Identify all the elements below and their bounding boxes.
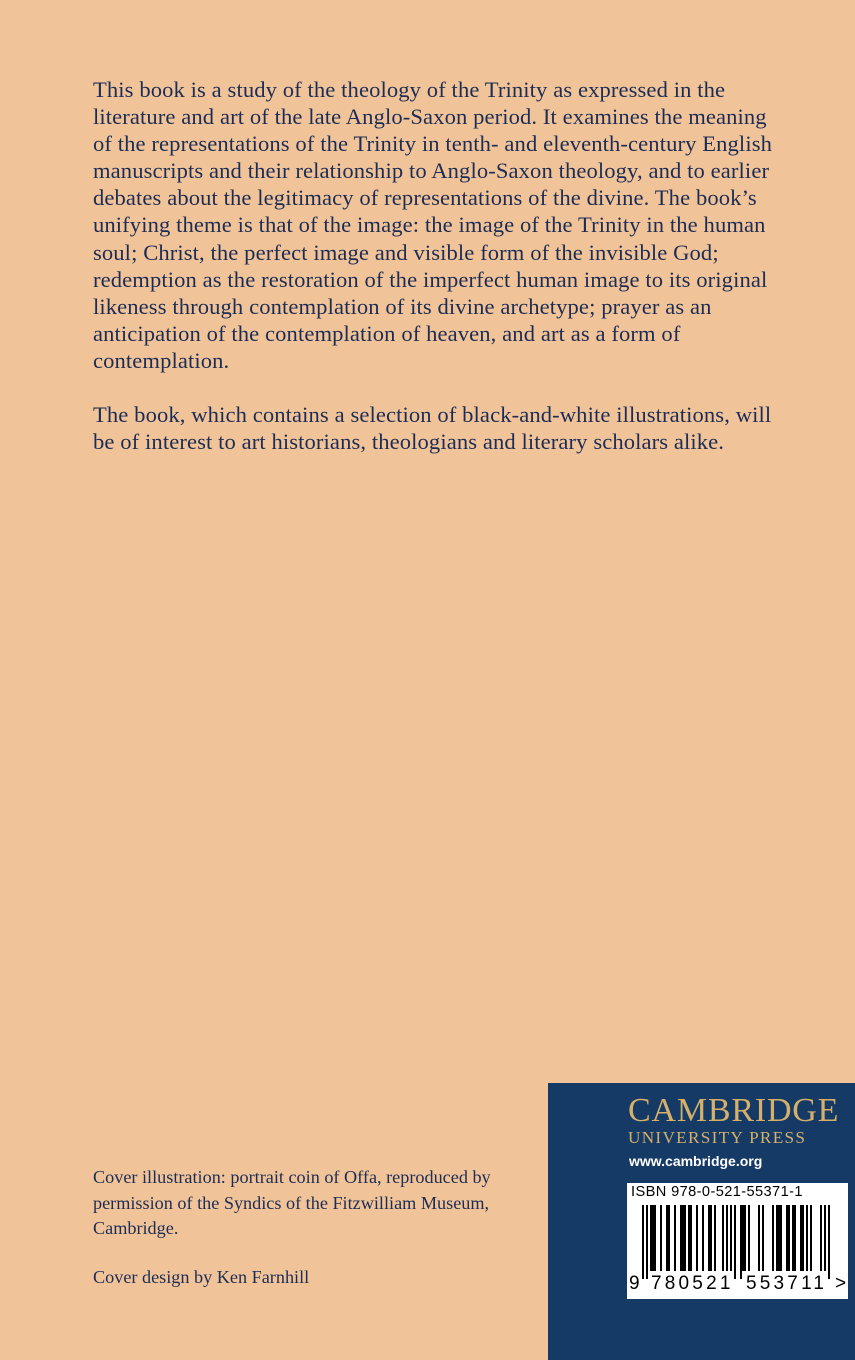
barcode-bar (690, 1205, 692, 1271)
barcode-bar (820, 1205, 822, 1271)
barcode-bar (650, 1205, 652, 1271)
barcode-bar (646, 1205, 648, 1279)
barcode-bar (786, 1205, 788, 1271)
barcode-bar (762, 1205, 764, 1271)
barcode-bar (828, 1205, 830, 1279)
publisher-name: CAMBRIDGE (628, 1092, 840, 1129)
barcode-bar (730, 1205, 732, 1271)
barcode-bar (800, 1205, 802, 1271)
cover-illustration-credit: Cover illustration: portrait coin of Offa, reproduced by permission of the Syndics of the Fitzwilliam Museum, Cambridge. (93, 1167, 491, 1238)
isbn-text: ISBN 978-0-521-55371-1 (631, 1184, 803, 1200)
barcode-bar (810, 1205, 812, 1271)
barcode-bar (642, 1205, 644, 1279)
barcode-bar (652, 1205, 654, 1271)
blurb-paragraph-1: This book is a study of the theology of the Trinity as expressed in the literature and art of the late Anglo-Saxon period. It examines the meaning of the representations of the Trinity in tenth- and eleventh-century English manuscripts and their relationship to Anglo-Saxon theology, and to earlier debates about the legitimacy of representations of the divine. The book’s unifying theme is that of the image: the image of the Trinity in the human soul; Christ, the perfect image and visible form of the invisible God; redemption as the restoration of the imperfect human image to its original likeness through contemplation of its divine archetype; prayer as an anticipation of the contemplation of heaven, and art as a form of contemplation. (93, 77, 772, 373)
barcode-bar (772, 1205, 774, 1271)
barcode-label (627, 1183, 848, 1299)
barcode-bar (806, 1205, 808, 1271)
barcode-bar (660, 1205, 662, 1271)
barcode-bar (788, 1205, 790, 1271)
barcode-bar (778, 1205, 780, 1271)
barcode-digits-right: 553711 (746, 1273, 828, 1294)
barcode-bar (680, 1205, 682, 1271)
barcode-bar (682, 1205, 684, 1271)
publisher-subtitle: UNIVERSITY PRESS (628, 1128, 807, 1147)
barcode-bar (722, 1205, 724, 1271)
barcode-digits-left: 780521 (651, 1273, 734, 1294)
barcode-bar (726, 1205, 728, 1271)
barcode-bar (758, 1205, 760, 1271)
barcode-bar (714, 1205, 716, 1271)
barcode-bar (702, 1205, 704, 1271)
cover-design-credit: Cover design by Ken Farnhill (93, 1266, 310, 1287)
barcode-bar (776, 1205, 778, 1271)
publisher-url: www.cambridge.org (629, 1153, 763, 1169)
barcode-bar (734, 1205, 736, 1279)
barcode-bar (824, 1205, 826, 1271)
barcode-bar (668, 1205, 670, 1271)
blurb-paragraph-2: The book, which contains a selection of black-and-white illustrations, will be of interest to art historians, theologians and literary scholars alike. (93, 402, 772, 455)
barcode-bar (710, 1205, 712, 1271)
barcode-bar (740, 1205, 742, 1279)
barcode-bar (802, 1205, 804, 1271)
barcode-bar (688, 1205, 690, 1271)
barcode-bar (780, 1205, 782, 1271)
barcode-bar (696, 1205, 698, 1271)
barcode-bar (792, 1205, 794, 1271)
back-cover-blurb (93, 76, 783, 482)
cover-credits (93, 1165, 533, 1313)
barcode-digit-first: 9 (629, 1273, 640, 1294)
barcode-bar (748, 1205, 750, 1271)
barcode-bar (742, 1205, 744, 1271)
barcode-bar (666, 1205, 668, 1271)
barcode-quiet-mark: > (835, 1273, 847, 1294)
barcode-bar (674, 1205, 676, 1271)
publisher-panel (548, 1083, 855, 1360)
barcode-bar (654, 1205, 656, 1271)
barcode-bar (708, 1205, 710, 1271)
barcode-bar (794, 1205, 796, 1271)
barcode-bar (744, 1205, 746, 1271)
barcode-bar (684, 1205, 686, 1271)
